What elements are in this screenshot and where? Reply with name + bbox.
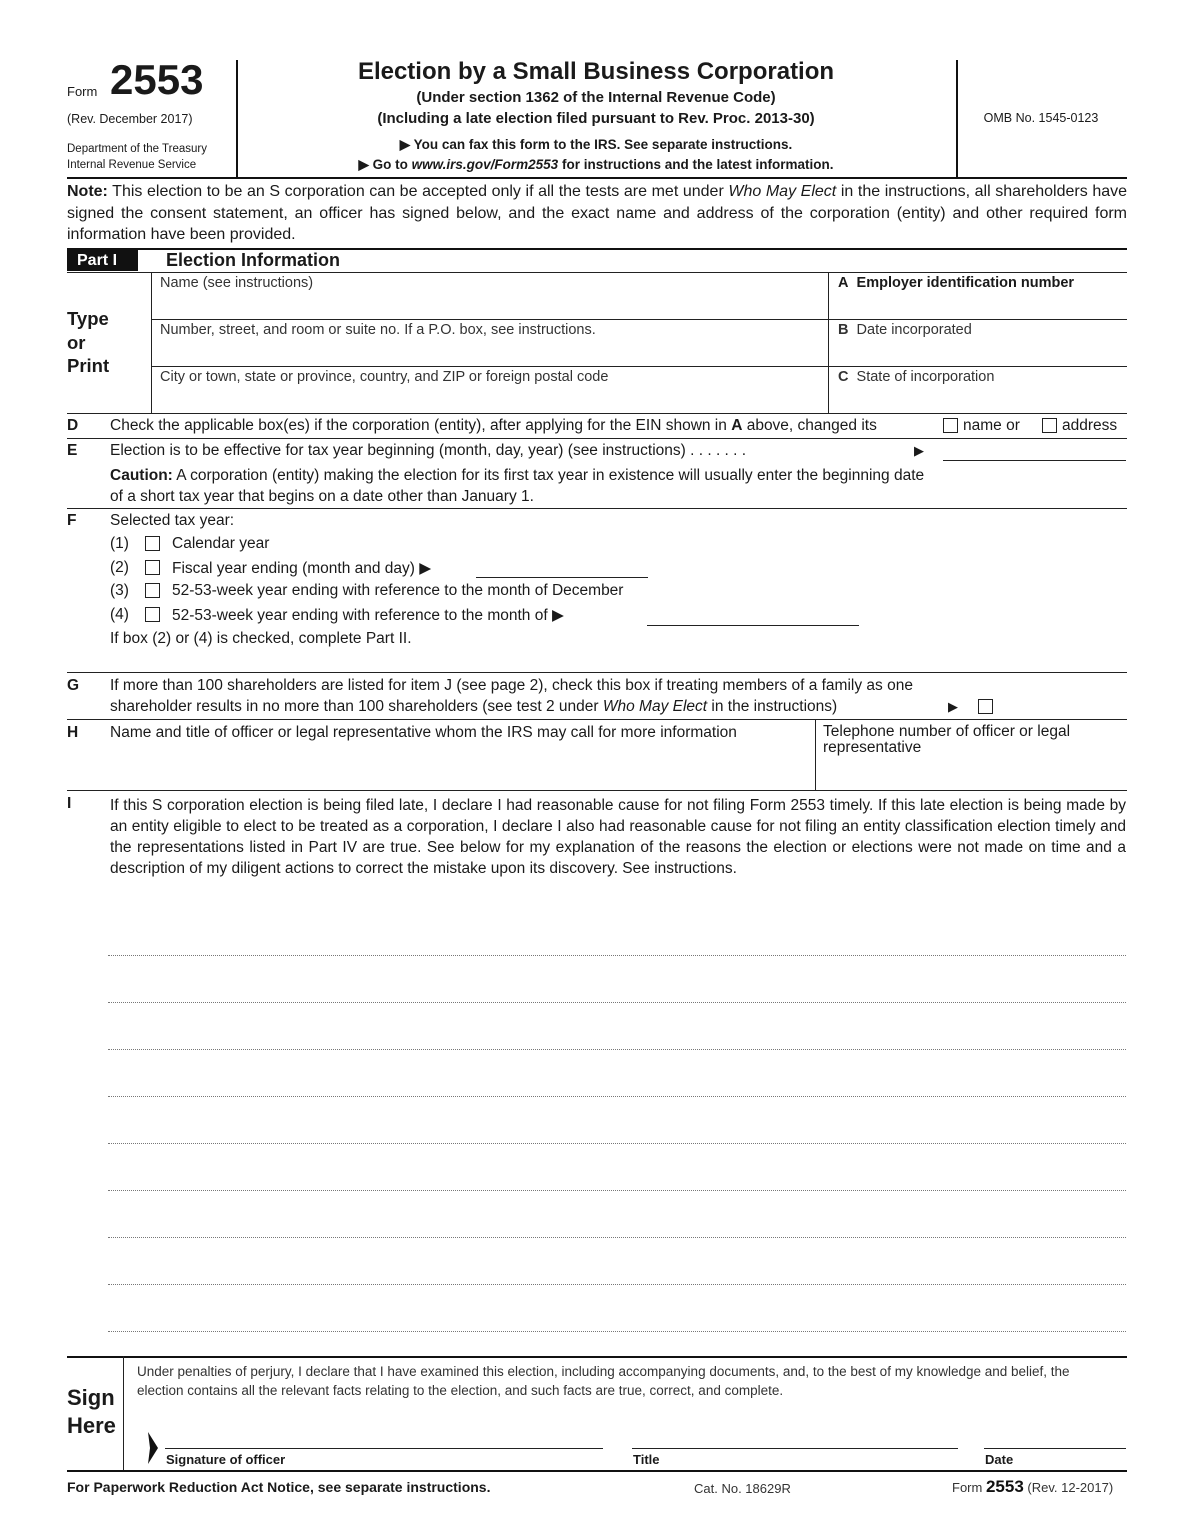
address-changed-label: address bbox=[1062, 417, 1118, 434]
line-f-letter: F bbox=[67, 512, 77, 529]
note-paragraph: Note: This election to be an S corporation can be accepted only if all the tests are met under Who May Elect in the instructions, all shareholders have signed the consent statement, an officer has signed below, and the exact name and address of the corporation (entity) and other required form information have been provided. bbox=[67, 183, 1128, 243]
52-53-week-month-field[interactable] bbox=[647, 625, 859, 626]
fiscal-year-checkbox[interactable] bbox=[145, 560, 160, 575]
dept-irs: Internal Revenue Service bbox=[67, 159, 197, 171]
revision-date: (Rev. December 2017) bbox=[67, 112, 193, 126]
line-i-letter: I bbox=[67, 795, 72, 812]
explanation-line bbox=[108, 1331, 1126, 1332]
explanation-line bbox=[108, 955, 1126, 956]
officer-signature-field[interactable] bbox=[165, 1405, 603, 1447]
date-label: Date bbox=[985, 1452, 1014, 1467]
line-e-text: Election is to be effective for tax year beginning (month, day, year) (see instructions) . . . . . . . bbox=[110, 442, 747, 459]
name-changed-label: name or bbox=[963, 417, 1020, 434]
line-g-arrow-icon: ▶ bbox=[948, 699, 958, 714]
explanation-line bbox=[108, 1096, 1126, 1097]
form-number: 2553 bbox=[110, 56, 204, 103]
dept-treasury: Department of the Treasury bbox=[67, 143, 207, 155]
family-members-checkbox[interactable] bbox=[978, 699, 993, 714]
title-line bbox=[632, 1448, 958, 1449]
perjury-statement: Under penalties of perjury, I declare that I have examined this election, including accompanying documents, and, to the best of my knowledge and belief, the election contains all the relevant facts relating to the election, and such facts are true, correct, and complete. bbox=[137, 1364, 1070, 1398]
signature-line bbox=[165, 1448, 603, 1449]
line-e-arrow-icon: ▶ bbox=[914, 443, 924, 458]
street-address-label: Number, street, and room or suite no. If a P.O. box, see instructions. bbox=[160, 322, 596, 338]
form-subtitle-1: (Under section 1362 of the Internal Revenue Code) bbox=[416, 89, 776, 106]
officer-title-field[interactable] bbox=[632, 1405, 958, 1447]
late-election-explanation-area[interactable] bbox=[108, 920, 1126, 1335]
effective-date-field[interactable] bbox=[943, 460, 1126, 461]
52-53-week-december-label: 52-53-week year ending with reference to the month of December bbox=[172, 582, 624, 599]
explanation-line bbox=[108, 1143, 1126, 1144]
line-g-letter: G bbox=[67, 677, 80, 694]
signature-label: Signature of officer bbox=[166, 1452, 286, 1467]
fax-instruction: ▶ You can fax this form to the IRS. See separate instructions. bbox=[399, 137, 793, 152]
line-g-text-2: shareholder results in no more than 100 shareholders (see test 2 under Who May Elect in the instructions) bbox=[110, 698, 838, 715]
date-line bbox=[984, 1448, 1126, 1449]
telephone-field[interactable] bbox=[823, 758, 1123, 786]
type-or-print-label: Type or Print bbox=[67, 308, 110, 376]
name-changed-checkbox[interactable] bbox=[943, 418, 958, 433]
fiscal-year-end-field[interactable] bbox=[476, 577, 648, 578]
corp-name-field[interactable] bbox=[160, 294, 820, 316]
tax-year-option-1-number: (1) bbox=[110, 535, 129, 552]
tax-year-option-3-number: (3) bbox=[110, 582, 129, 599]
line-e-caution: Caution: A corporation (entity) making the election for its first tax year in existence will usually enter the beginning date of a short tax year that begins on a date other than January 1. bbox=[110, 467, 925, 505]
explanation-line bbox=[108, 1237, 1126, 1238]
goto-instruction: ▶ Go to www.irs.gov/Form2553 for instructions and the latest information. bbox=[358, 157, 834, 172]
irs-url-link[interactable]: www.irs.gov/Form2553 bbox=[411, 157, 559, 172]
line-g-text-1: If more than 100 shareholders are listed for item J (see page 2), check this box if treating members of a family as one bbox=[110, 677, 913, 694]
line-i-text: If this S corporation election is being filed late, I declare I had reasonable cause for not filing Form 2553 timely. If this late election is being made by an entity eligible to elect to be treated as a corporation, I declare I also had reasonable cause for not filing an entity classification election timely and the representations listed in Part IV are true. See below for my explanation of the reasons the election or elections were not made on time and a description of my diligent actions to correct the mistake upon its discovery. See instructions. bbox=[110, 797, 1126, 877]
form-word: Form bbox=[67, 84, 98, 99]
part-1-title: Election Information bbox=[166, 250, 341, 270]
tax-year-option-2-number: (2) bbox=[110, 559, 129, 576]
part-1-badge: Part I bbox=[67, 250, 138, 271]
signature-arrow-icon bbox=[146, 1432, 160, 1464]
date-incorporated-field[interactable] bbox=[838, 341, 1123, 363]
explanation-line bbox=[108, 1002, 1126, 1003]
date-incorporated-label: B Date incorporated bbox=[838, 322, 972, 338]
line-h-text: Name and title of officer or legal representative whom the IRS may call for more information bbox=[110, 724, 737, 741]
52-53-week-december-checkbox[interactable] bbox=[145, 583, 160, 598]
officer-name-title-field[interactable] bbox=[110, 746, 810, 786]
street-address-field[interactable] bbox=[160, 341, 820, 363]
line-d-letter: D bbox=[67, 417, 79, 434]
telephone-label: Telephone number of officer or legal representative bbox=[823, 723, 1071, 756]
line-h-letter: H bbox=[67, 724, 79, 741]
explanation-line bbox=[108, 1284, 1126, 1285]
signature-date-field[interactable] bbox=[984, 1405, 1126, 1447]
form-title: Election by a Small Business Corporation bbox=[357, 58, 835, 85]
address-changed-checkbox[interactable] bbox=[1042, 418, 1057, 433]
calendar-year-label: Calendar year bbox=[172, 535, 270, 552]
fiscal-year-label: Fiscal year ending (month and day) ▶ bbox=[172, 560, 432, 577]
omb-number: OMB No. 1545-0123 bbox=[983, 111, 1099, 125]
line-e-letter: E bbox=[67, 442, 78, 459]
explanation-line bbox=[108, 1049, 1126, 1050]
52-53-week-month-checkbox[interactable] bbox=[145, 607, 160, 622]
footer-form-id: Form 2553 (Rev. 12-2017) bbox=[952, 1477, 1114, 1496]
corp-name-label: Name (see instructions) bbox=[160, 275, 314, 291]
city-state-zip-field[interactable] bbox=[160, 388, 820, 410]
calendar-year-checkbox[interactable] bbox=[145, 536, 160, 551]
form-subtitle-2: (Including a late election filed pursuant to Rev. Proc. 2013-30) bbox=[377, 110, 815, 127]
line-f-footer: If box (2) or (4) is checked, complete Part II. bbox=[110, 630, 412, 647]
explanation-line bbox=[108, 1190, 1126, 1191]
ein-field[interactable] bbox=[838, 294, 1123, 316]
city-state-zip-label: City or town, state or province, country, and ZIP or foreign postal code bbox=[160, 369, 609, 385]
state-incorporation-field[interactable] bbox=[838, 388, 1123, 410]
title-label: Title bbox=[633, 1452, 660, 1467]
ein-label: A Employer identification number bbox=[838, 275, 1075, 291]
paperwork-notice: For Paperwork Reduction Act Notice, see separate instructions. bbox=[67, 1479, 491, 1495]
sign-here-heading: Sign Here bbox=[67, 1385, 116, 1438]
catalog-number: Cat. No. 18629R bbox=[694, 1481, 791, 1496]
line-d-text: Check the applicable box(es) if the corporation (entity), after applying for the EIN shown in A above, changed its bbox=[110, 417, 877, 434]
state-incorporation-label: C State of incorporation bbox=[838, 369, 995, 385]
line-f-text: Selected tax year: bbox=[110, 512, 235, 529]
52-53-week-month-label: 52-53-week year ending with reference to the month of ▶ bbox=[172, 607, 564, 624]
tax-year-option-4-number: (4) bbox=[110, 606, 129, 623]
